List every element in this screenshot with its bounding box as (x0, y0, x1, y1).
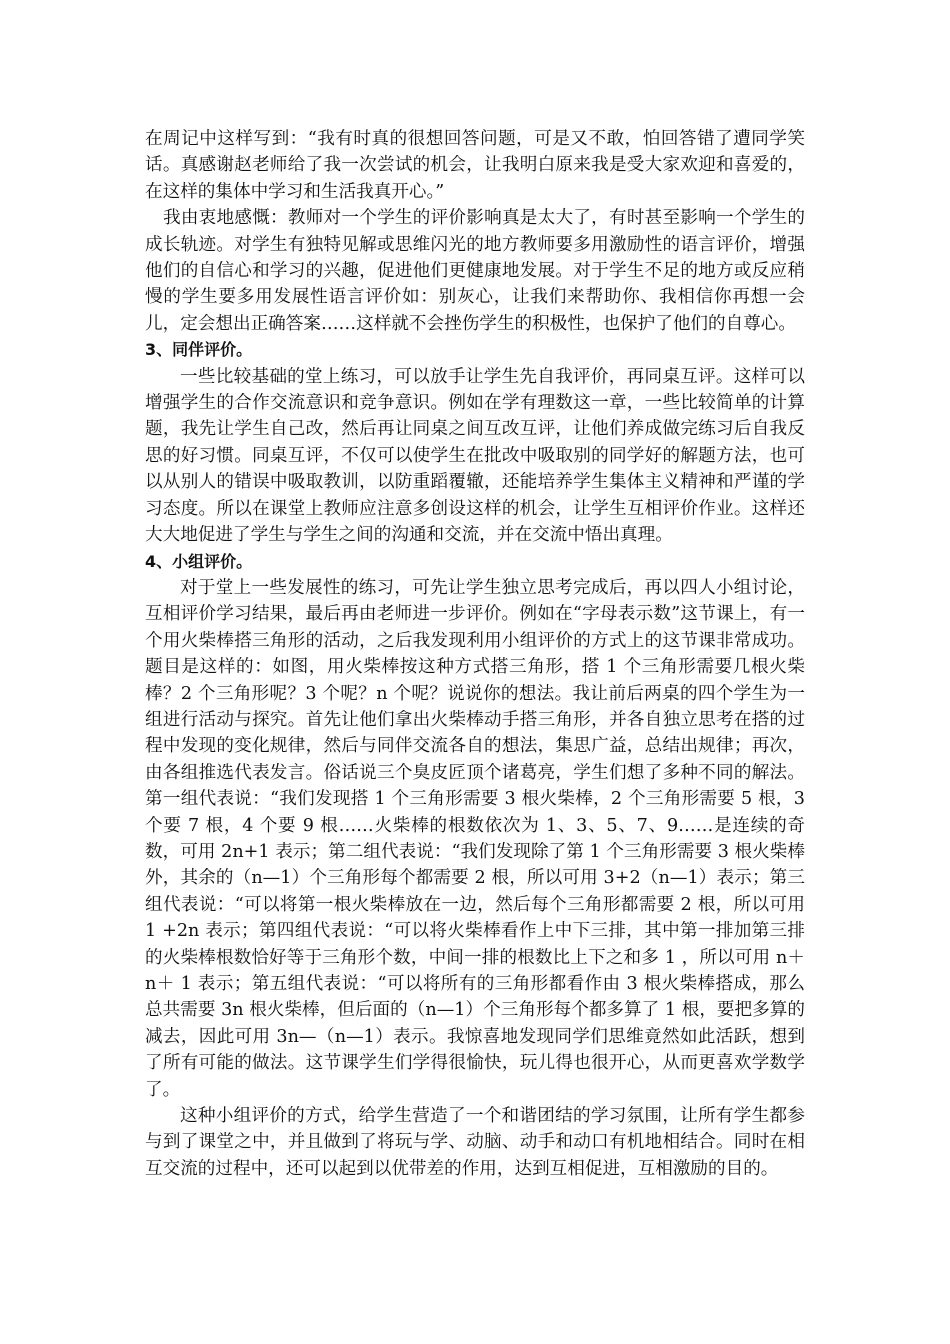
paragraph-weekly-journal-quote: 在周记中这样写到：“我有时真的很想回答问题，可是又不敢，怕回答错了遭同学笑话。真感谢赵老师给了我一次尝试的机会，让我明白原来我是受大家欢迎和喜爱的，在这样的集体中学习和生活我真开心。” (145, 129, 805, 202)
paragraph-group-evaluation: 对于堂上一些发展性的练习，可先让学生独立思考完成后，再以四人小组讨论，互相评价学习结果，最后再由老师进一步评价。例如在“字母表示数”这节课上，有一个用火柴棒搭三角形的活动，之后我发现利用小组评价的方式上的这节课非常成功。题目是这样的：如图，用火柴棒按这种方式搭三角形，搭 1 个三角形需要几根火柴棒？2 个三角形呢？3 个呢？n 个呢？说说你的想法。我让前后两桌的四个学生为一组进行活动与探究。首先让他们拿出火柴棒动手搭三角形，并各自独立思考在搭的过程中发现的变化规律，然后与同伴交流各自的想法，集思广益，总结出规律；再次，由各组推选代表发言。俗话说三个臭皮匠顶个诸葛亮，学生们想了多种不同的解法。第一组代表说：“我们发现搭 1 个三角形需要 3 根火柴棒，2 个三角形需要 5 根，3 个要 7 根，4 个要 9 根……火柴棒的根数依次为 1、3、5、7、9……是连续的奇数，可用 2n+1 表示；第二组代表说：“我们发现除了第 1 个三角形需要 3 根火柴棒外，其余的（n—1）个三角形每个都需要 2 根，所以可用 3+2（n—1）表示；第三组代表说：“可以将第一根火柴棒放在一边，然后每个三角形都需要 2 根，所以可用 1 +2n 表示；第四组代表说：“可以将火柴棒看作上中下三排，其中第一排加第三排的火柴棒根数恰好等于三角形个数，中间一排的根数比上下之和多 1 ，所以可用 n＋n＋ 1 表示；第五组代表说：“可以将所有的三角形都看作由 3 根火柴棒搭成，那么总共需要 3n 根火柴棒，但后面的（n—1）个三角形每个都多算了 1 根，要把多算的减去，因此可用 3n—（n—1）表示。我惊喜地发现同学们思维竟然如此活跃，想到了所有可能的做法。这节课学生们学得很愉快，玩儿得也很开心，从而更喜欢学数学了。 (145, 577, 805, 1100)
paragraph-peer-evaluation: 一些比较基础的堂上练习，可以放手让学生先自我评价，再同桌互评。这样可以增强学生的合作交流意识和竞争意识。例如在学有理数这一章，一些比较简单的计算题，我先让学生自己改，然后再让同桌之间互改互评，让他们养成做完练习后自我反思的好习惯。同桌互评，不仅可以使学生在批改中吸取别的同学好的解题方法，也可以从别人的错误中吸取教训，以防重蹈覆辙，还能培养学生集体主义精神和严谨的学习态度。所以在课堂上教师应注意多创设这样的机会，让学生互相评价作业。这样还大大地促进了学生与学生之间的沟通和交流，并在交流中悟出真理。 (145, 366, 805, 546)
section-heading-group-evaluation: 4、小组评价。 (145, 551, 253, 571)
paragraph-group-evaluation-summary: 这种小组评价的方式，给学生营造了一个和谐团结的学习氛围，让所有学生都参与到了课堂之中，并且做到了将玩与学、动脑、动手和动口有机地相结合。同时在相互交流的过程中，还可以起到以优带差的作用，达到互相促进，互相激励的目的。 (145, 1106, 805, 1179)
document-body (145, 126, 805, 1182)
section-heading-peer-evaluation: 3、同伴评价。 (145, 340, 253, 360)
paragraph-teacher-reflection: 我由衷地感慨：教师对一个学生的评价影响真是太大了，有时甚至影响一个学生的成长轨迹。对学生有独特见解或思维闪光的地方教师要多用激励性的语言评价，增强他们的自信心和学习的兴趣，促进他们更健康地发展。对于学生不足的地方或反应稍慢的学生要多用发展性语言评价如：别灰心，让我们来帮助你、我相信你再想一会儿，定会想出正确答案……这样就不会挫伤学生的积极性，也保护了他们的自尊心。 (145, 208, 805, 334)
